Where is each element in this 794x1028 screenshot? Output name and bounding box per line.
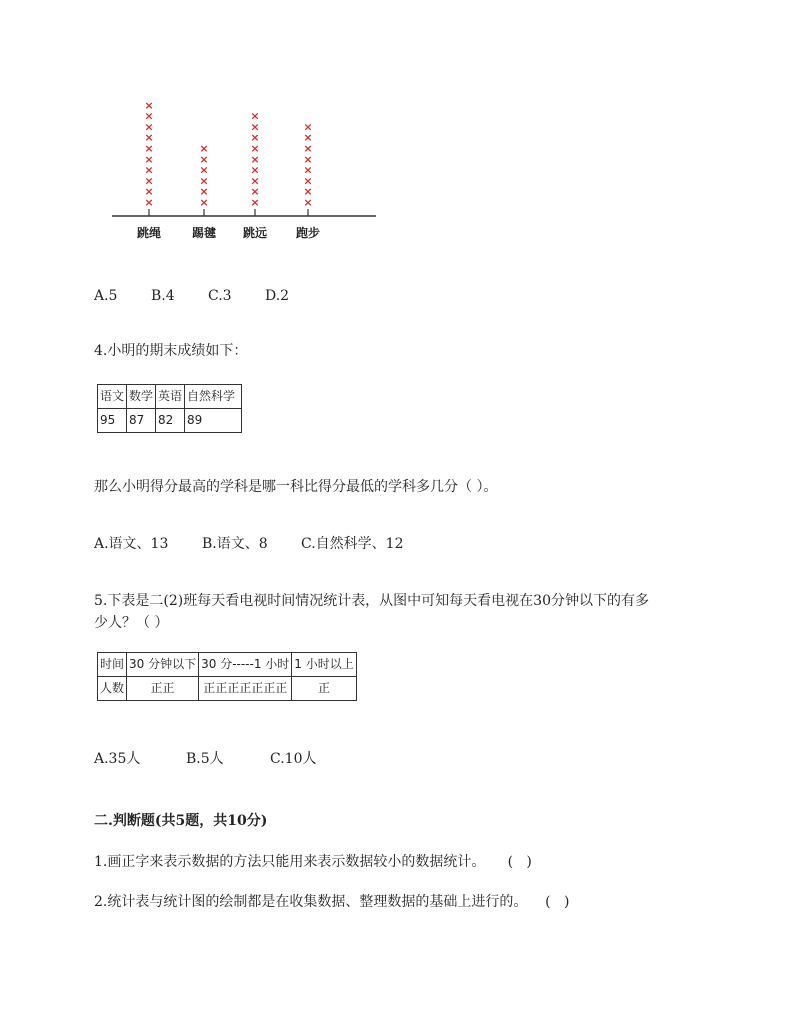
- table-header-cell: 30 分钟以下: [127, 653, 199, 677]
- q4-question: 那么小明得分最高的学科是哪一科比得分最低的学科多几分（ ）。: [94, 479, 498, 495]
- judgement-item-1: 1.画正字来表示数据的方法只能用来表示数据较小的数据统计。 ( ): [94, 854, 532, 870]
- q4-options: [94, 533, 403, 553]
- category-label: 踢毽: [191, 226, 217, 240]
- table-header-cell: 数学: [127, 385, 156, 409]
- q3-options: [94, 288, 289, 304]
- dot-mark: ×: [144, 152, 154, 166]
- q3-option-d[interactable]: D.2: [265, 288, 290, 304]
- q4-intro: 4.小明的期末成绩如下：: [94, 343, 248, 359]
- dot-mark: ×: [199, 152, 209, 166]
- q3-option-a[interactable]: A.5: [94, 288, 118, 304]
- table-header-cell: 语文: [98, 385, 127, 409]
- dot-mark: ×: [199, 142, 209, 155]
- table-cell: 正正正正正正正: [199, 677, 292, 701]
- dot-mark: ×: [303, 174, 313, 188]
- table-header-cell: 时间: [98, 653, 127, 677]
- dot-mark: ×: [144, 109, 154, 123]
- dot-mark: ×: [303, 131, 313, 145]
- q5-options: [94, 748, 316, 768]
- table-header-row: [98, 653, 357, 677]
- judgement-item-2: 2.统计表与统计图的绘制都是在收集数据、整理数据的基础上进行的。 ( ): [94, 894, 570, 910]
- dot-mark: ×: [144, 131, 154, 145]
- table-header-cell: 30 分-----1 小时: [199, 653, 292, 677]
- dot-mark: ×: [250, 196, 260, 209]
- dot-mark: ×: [144, 120, 154, 134]
- q5-option-b[interactable]: B.5人: [186, 751, 224, 767]
- table-row: [98, 409, 242, 433]
- dot-mark: ×: [199, 196, 209, 209]
- dot-mark: ×: [250, 152, 260, 166]
- table-cell: 正: [292, 677, 356, 701]
- table-cell: 人数: [98, 677, 127, 701]
- q5-question-line2: 少人？（ ）: [94, 615, 169, 631]
- dot-mark: ×: [144, 174, 154, 188]
- q3-option-c[interactable]: C.3: [208, 288, 232, 304]
- category-label: 跳绳: [136, 226, 162, 240]
- dot-mark: ×: [250, 163, 260, 177]
- dot-mark: ×: [199, 185, 209, 199]
- q4-option-c[interactable]: C.自然科学、12: [301, 536, 404, 552]
- dot-mark: ×: [199, 174, 209, 188]
- dot-mark: ×: [303, 152, 313, 166]
- table-header-cell: 1 小时以上: [292, 653, 356, 677]
- q4-score-table: [97, 384, 242, 433]
- dot-mark: ×: [199, 163, 209, 177]
- dot-mark: ×: [250, 142, 260, 155]
- dot-mark: ×: [144, 185, 154, 199]
- q3-option-b[interactable]: B.4: [151, 288, 175, 304]
- q5-option-c[interactable]: C.10人: [270, 751, 317, 767]
- dot-mark: ×: [250, 120, 260, 134]
- dot-mark: ×: [144, 163, 154, 177]
- table-header-cell: 英语: [156, 385, 185, 409]
- dot-mark: ×: [303, 163, 313, 177]
- category-label: 跑步: [295, 226, 321, 240]
- dot-mark: ×: [303, 196, 313, 209]
- category-label: 跳远: [242, 226, 268, 240]
- q4-option-b[interactable]: B.语文、8: [202, 536, 268, 552]
- dot-mark: ×: [250, 131, 260, 145]
- table-cell: 82: [156, 409, 185, 433]
- dot-mark: ×: [144, 142, 154, 155]
- dot-mark: ×: [250, 185, 260, 199]
- q4-option-a[interactable]: A.语文、13: [94, 536, 169, 552]
- q5-option-a[interactable]: A.35人: [94, 751, 141, 767]
- table-cell: 87: [127, 409, 156, 433]
- table-cell: 95: [98, 409, 127, 433]
- section-title: 二.判断题(共5题，共10分): [94, 813, 268, 829]
- dot-chart: [0, 0, 794, 260]
- dot-mark: ×: [144, 196, 154, 209]
- q5-question-line1: 5.下表是二(2)班每天看电视时间情况统计表，从图中可知每天看电视在30分钟以下的有多: [94, 593, 650, 609]
- q5-tv-time-table: [97, 652, 357, 701]
- table-header-row: [98, 385, 242, 409]
- table-cell: 正正: [127, 677, 199, 701]
- dot-mark: ×: [144, 98, 154, 112]
- dot-mark: ×: [303, 185, 313, 199]
- dot-mark: ×: [250, 109, 260, 123]
- dot-mark: ×: [250, 174, 260, 188]
- table-row: [98, 677, 357, 701]
- table-cell: 89: [185, 409, 242, 433]
- dot-mark: ×: [303, 120, 313, 134]
- table-header-cell: 自然科学: [185, 385, 242, 409]
- dot-mark: ×: [303, 142, 313, 155]
